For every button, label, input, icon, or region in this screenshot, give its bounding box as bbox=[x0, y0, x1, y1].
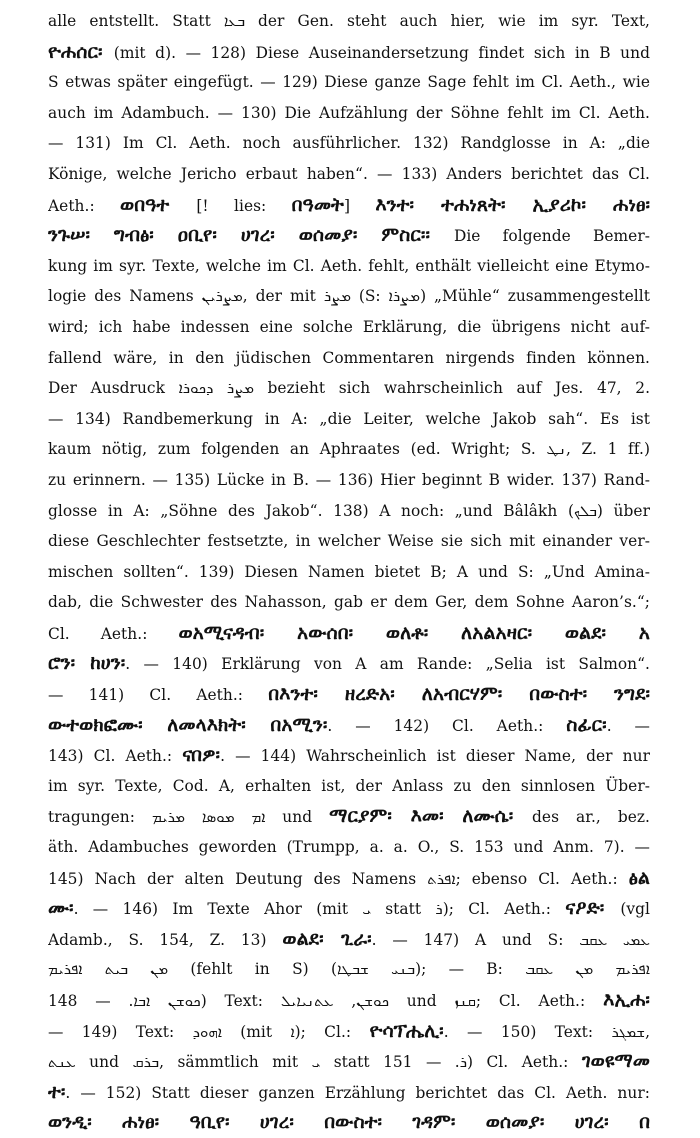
text-line-ethiopic: ሮን፡ ከሀን፡. — 140) Erklärung von A am Rande: „Selia ist Salmon“. bbox=[48, 652, 650, 675]
text-line: tragungen: ܐܡ ܡܘܣܐ ܡܪܝܡ und ማርያም፡ እመ፡ ለሙሴ፡ des ar., bez. bbox=[48, 805, 650, 828]
text-line: glosse in A: „Söhne des Jakob“. 138) A noch: „und Bâlâkh (ܒܠܟ) über bbox=[48, 501, 650, 520]
text-line: logie des Namens ܡܨܪܝܢ, der mit ܡܨܪ (S: ܡܨܪܐ) „Mühle“ zusammengestellt bbox=[48, 287, 650, 306]
text-line: ܡܢ ܒܝܬ ܐܦܪܝܡ (fehlt in S) (ܒܢܝ ܫܒܛܐ); — B: ܐܦܪܝܡ ܡܢ ܥܩܒ bbox=[48, 960, 650, 979]
text-line: äth. Adambuches geworden (Trumpp, a. a. O., S. 153 und Anm. 7). — bbox=[48, 838, 650, 857]
text-line: kaum nötig, zum folgenden an Aphraates (ed. Wright; S. ܢܛ, Z. 1 ff.) bbox=[48, 440, 650, 459]
text-line: 145) Nach der alten Deutung des Namens ܐܦܪܬ; ebenso Cl. Aeth.: ፅል bbox=[48, 866, 650, 889]
text-line-ethiopic: Aeth.: ወበዓተ [! lies: በዓመት] እንተ፡ ተሐነጸት፡ ኢያሪኮ፡ ሐነፀ፡ bbox=[48, 193, 650, 216]
text-line: wird; ich habe indessen eine solche Erklärung, die übrigens nicht auf- bbox=[48, 317, 650, 336]
text-line-ethiopic: ውተወክፎሙ፡ ለመላእክት፡ በአሚን፡. — 142) Cl. Aeth.: ስፊር፡. — bbox=[48, 713, 650, 736]
text-line: Der Ausdruck ܡܨܪ ܕܟܘܪܐ bezieht sich wahrscheinlich auf Jes. 47, 2. bbox=[48, 379, 650, 398]
text-line: zu erinnern. — 135) Lücke in B. — 136) Hier beginnt B wider. 137) Rand- bbox=[48, 470, 650, 489]
text-line: — 149) Text: ܐܗܘܕ (mit ܐ); Cl.: ዮሳፕሔሊ፡. — 150) Text: ܫܡܓܪ, bbox=[48, 1019, 650, 1042]
text-line: ܥܢܬ und ܒܪܩ, sämmtlich mit ܝ statt ܪ. — 151) Cl. Aeth.: ገወዩማመ bbox=[48, 1050, 650, 1073]
text-line: Könige, welche Jericho erbaut haben“. — 133) Anders berichtet das Cl. bbox=[48, 164, 650, 183]
text-line: 143) Cl. Aeth.: ናበዎ፡. — 144) Wahrscheinlich ist dieser Name, der nur bbox=[48, 744, 650, 767]
text-line: alle entstellt. Statt ܒܥܐ der Gen. steht auch hier, wie im syr. Text, bbox=[48, 12, 650, 30]
text-line: ܟܘܫܢ ܐܒܐ. — 148) Text: ܟܘܫܢ, ܥܬܢܝܐܝܠ und ܩܢܙ; Cl. Aeth.: እኢሐ፡ bbox=[48, 989, 650, 1011]
text-line-ethiopic: ወንዲ፡ ሐነፀ፡ ዓቢየ፡ ሀገረ፡ በውስተ፡ ገዳም፡ ወሰመያ፡ ሀገረ፡ በ bbox=[48, 1111, 650, 1134]
text-line: — 131) Im Cl. Aeth. noch ausführlicher. 132) Randglosse in A: „die bbox=[48, 134, 650, 153]
text-line: auch im Adambuch. — 130) Die Aufzählung der Söhne fehlt im Cl. Aeth. bbox=[48, 103, 650, 122]
text-line-ethiopic: Cl. Aeth.: ወአሚናዳብ፡ አውሰበ፡ ወለቶ፡ ለአልአዛር፡ ወልደ፡ አ bbox=[48, 621, 650, 644]
text-line: ዮሐሰር፡ (mit d). — 128) Diese Auseinandersetzung findet sich in B und bbox=[48, 40, 650, 63]
text-line-ethiopic: ንጉሠ፡ ግብፅ፡ ዐቢየ፡ ሀገረ፡ ወሰመያ፡ ምስር፡፡ Die folgende Bemer- bbox=[48, 224, 650, 247]
text-line: ሙ፡. — 146) Im Texte Ahor (mit ܝ statt ܪ); Cl. Aeth.: ናዖድ፡ (vgl bbox=[48, 897, 650, 920]
text-line: diese Geschlechter festsetzte, in welcher Weise sie sich mit einander ver- bbox=[48, 532, 650, 551]
text-line: ተ፡. — 152) Statt dieser ganzen Erzählung berichtet das Cl. Aeth. nur: bbox=[48, 1080, 650, 1103]
text-line: Adamb., S. 154, Z. 13) ወልደ፡ ጊራ፡. — 147) A und S: ܥܡܝ ܥܩܒ bbox=[48, 927, 650, 950]
text-line: — 134) Randbemerkung in A: „die Leiter, welche Jakob sah“. Es ist bbox=[48, 409, 650, 428]
text-line: S etwas später eingefügt. — 129) Diese ganze Sage fehlt im Cl. Aeth., wie bbox=[48, 73, 650, 92]
text-line-ethiopic: — 141) Cl. Aeth.: በእንተ፡ ዘረድአ፡ ለአብርሃም፡ በውስተ፡ ንግደ፡ bbox=[48, 683, 650, 706]
text-line: mischen sollten“. 139) Diesen Namen bietet B; A und S: „Und Amina- bbox=[48, 562, 650, 581]
text-line: kung im syr. Texte, welche im Cl. Aeth. fehlt, enthält vielleicht eine Etymo- bbox=[48, 256, 650, 275]
text-line: fallend wäre, in den jüdischen Commentaren nirgends finden können. bbox=[48, 348, 650, 367]
text-line: im syr. Texte, Cod. A, erhalten ist, der Anlass zu den sinnlosen Über- bbox=[48, 776, 650, 795]
text-line: dab, die Schwester des Nahasson, gab er dem Ger, dem Sohne Aaron’s.“; bbox=[48, 593, 650, 612]
